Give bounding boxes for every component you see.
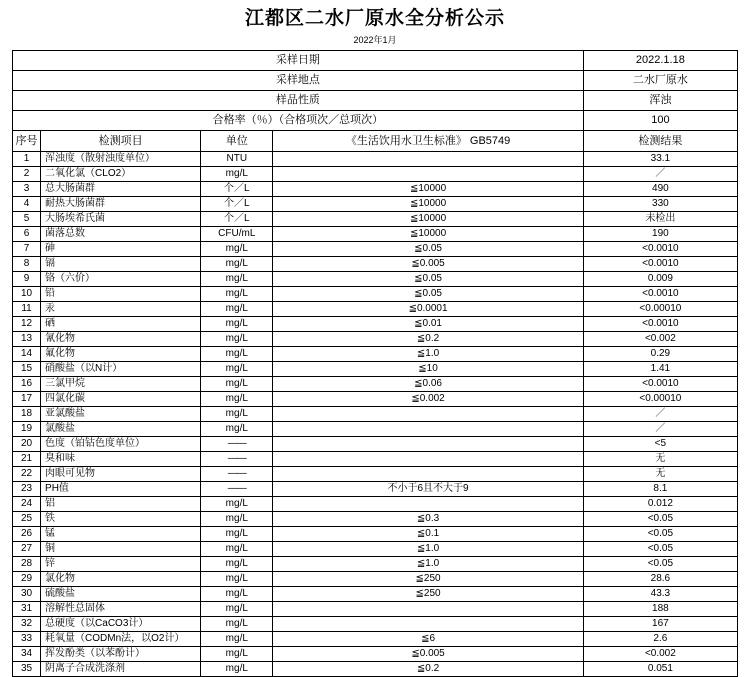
cell-index: 29 [13,571,41,586]
column-header-item: 检测项目 [41,130,201,151]
table-row [13,391,738,406]
table-row [13,616,738,631]
cell-unit: mg/L [201,316,273,331]
cell-item: 铬（六价） [41,271,201,286]
cell-result: 43.3 [583,586,737,601]
table-row [13,601,738,616]
cell-result: 167 [583,616,737,631]
table-row [13,466,738,481]
cell-item: 砷 [41,241,201,256]
summary-label: 采样日期 [13,50,584,70]
cell-result: ／ [583,166,737,181]
cell-result: <0.05 [583,511,737,526]
cell-index: 13 [13,331,41,346]
table-row [13,556,738,571]
page-title: 江都区二水厂原水全分析公示 [244,8,505,29]
cell-result: 无 [583,466,737,481]
cell-result: <0.002 [583,646,737,661]
cell-result: 无 [583,451,737,466]
summary-value: 浑浊 [583,90,737,110]
cell-unit: —— [201,436,273,451]
cell-standard [273,406,583,421]
cell-item: 硒 [41,316,201,331]
cell-standard: ≦10000 [273,211,583,226]
table-row [13,301,738,316]
cell-standard: ≦0.3 [273,511,583,526]
cell-standard: ≦0.05 [273,271,583,286]
cell-unit: mg/L [201,601,273,616]
cell-standard: ≦10000 [273,181,583,196]
cell-standard: ≦0.1 [273,526,583,541]
cell-result: 1.41 [583,361,737,376]
cell-item: PH值 [41,481,201,496]
table-row [13,110,738,130]
cell-unit: mg/L [201,616,273,631]
cell-index: 9 [13,271,41,286]
cell-item: 菌落总数 [41,226,201,241]
cell-unit: mg/L [201,271,273,286]
cell-unit: mg/L [201,661,273,676]
summary-body [13,50,738,676]
cell-item: 铜 [41,541,201,556]
cell-unit: mg/L [201,331,273,346]
table-row [13,541,738,556]
cell-result: <0.002 [583,331,737,346]
cell-standard: ≦0.002 [273,391,583,406]
table-row [13,631,738,646]
table-row [13,661,738,676]
cell-index: 16 [13,376,41,391]
cell-result: <0.0010 [583,256,737,271]
cell-item: 大肠埃希氏菌 [41,211,201,226]
cell-standard: ≦10000 [273,196,583,211]
cell-result: 未检出 [583,211,737,226]
column-header-standard: 《生活饮用水卫生标准》 GB5749 [273,130,583,151]
cell-unit: 个／L [201,211,273,226]
cell-result: <0.0010 [583,316,737,331]
cell-unit: 个／L [201,181,273,196]
cell-item: 亚氯酸盐 [41,406,201,421]
cell-result: <0.0010 [583,241,737,256]
cell-standard: ≦10000 [273,226,583,241]
cell-standard [273,151,583,166]
cell-index: 35 [13,661,41,676]
cell-item: 三氯甲烷 [41,376,201,391]
cell-index: 31 [13,601,41,616]
cell-index: 18 [13,406,41,421]
cell-index: 19 [13,421,41,436]
cell-item: 肉眼可见物 [41,466,201,481]
cell-result: <0.05 [583,541,737,556]
cell-standard [273,166,583,181]
cell-unit: mg/L [201,631,273,646]
cell-unit: NTU [201,151,273,166]
cell-index: 15 [13,361,41,376]
cell-result: ／ [583,406,737,421]
cell-item: 挥发酚类（以苯酚计） [41,646,201,661]
cell-unit: mg/L [201,301,273,316]
cell-unit: mg/L [201,256,273,271]
table-row [13,181,738,196]
table-row [13,406,738,421]
table-row [13,496,738,511]
table-row [13,586,738,601]
cell-standard: ≦6 [273,631,583,646]
cell-result: 8.1 [583,481,737,496]
cell-unit: mg/L [201,526,273,541]
cell-item: 硝酸盐（以N计） [41,361,201,376]
cell-index: 32 [13,616,41,631]
cell-item: 溶解性总固体 [41,601,201,616]
cell-index: 4 [13,196,41,211]
cell-item: 氯化物 [41,571,201,586]
cell-standard: ≦0.01 [273,316,583,331]
cell-index: 20 [13,436,41,451]
table-row [13,256,738,271]
summary-label: 样品性质 [13,90,584,110]
cell-index: 2 [13,166,41,181]
cell-unit: CFU/mL [201,226,273,241]
cell-standard: ≦10 [273,361,583,376]
cell-index: 26 [13,526,41,541]
table-row [13,646,738,661]
table-row [13,361,738,376]
cell-index: 33 [13,631,41,646]
summary-label: 合格率（％）（合格项次／总项次） [13,110,584,130]
cell-unit: mg/L [201,556,273,571]
cell-standard [273,601,583,616]
cell-unit: mg/L [201,421,273,436]
cell-item: 总大肠菌群 [41,181,201,196]
cell-result: <0.0010 [583,376,737,391]
cell-unit: mg/L [201,511,273,526]
table-row [13,451,738,466]
table-row [13,436,738,451]
cell-item: 阴离子合成洗涤剂 [41,661,201,676]
table-row [13,226,738,241]
cell-index: 24 [13,496,41,511]
cell-standard [273,421,583,436]
table-row [13,50,738,70]
table-row [13,271,738,286]
cell-result: 330 [583,196,737,211]
cell-item: 氰化物 [41,331,201,346]
table-row [13,316,738,331]
cell-unit: mg/L [201,346,273,361]
cell-unit: mg/L [201,646,273,661]
cell-standard: ≦1.0 [273,556,583,571]
cell-unit: mg/L [201,361,273,376]
summary-table [12,50,738,677]
cell-item: 铅 [41,286,201,301]
table-row [13,286,738,301]
cell-standard: ≦0.005 [273,256,583,271]
cell-unit: mg/L [201,496,273,511]
table-row [13,331,738,346]
cell-unit: mg/L [201,241,273,256]
cell-standard [273,466,583,481]
cell-unit: —— [201,466,273,481]
cell-item: 二氧化氯（CLO2） [41,166,201,181]
cell-index: 3 [13,181,41,196]
table-row [13,196,738,211]
cell-result: <0.00010 [583,301,737,316]
cell-standard: ≦0.06 [273,376,583,391]
cell-result: 2.6 [583,631,737,646]
cell-item: 锰 [41,526,201,541]
table-row [13,526,738,541]
cell-index: 7 [13,241,41,256]
cell-item: 耗氧量（CODMn法，以O2计） [41,631,201,646]
table-row [13,511,738,526]
cell-index: 21 [13,451,41,466]
cell-standard [273,436,583,451]
table-row [13,166,738,181]
cell-unit: mg/L [201,571,273,586]
cell-index: 6 [13,226,41,241]
cell-standard: ≦1.0 [273,541,583,556]
cell-standard: ≦1.0 [273,346,583,361]
cell-standard: 不小于6且不大于9 [273,481,583,496]
cell-standard: ≦0.2 [273,661,583,676]
cell-standard [273,616,583,631]
table-row [13,151,738,166]
table-row [13,571,738,586]
cell-result: 28.6 [583,571,737,586]
cell-item: 臭和味 [41,451,201,466]
cell-index: 12 [13,316,41,331]
cell-unit: mg/L [201,391,273,406]
cell-index: 1 [13,151,41,166]
cell-index: 23 [13,481,41,496]
summary-value: 100 [583,110,737,130]
cell-index: 27 [13,541,41,556]
cell-result: 490 [583,181,737,196]
cell-result: 0.29 [583,346,737,361]
cell-standard: ≦0.05 [273,241,583,256]
cell-unit: —— [201,451,273,466]
column-header-index: 序号 [13,130,41,151]
cell-index: 8 [13,256,41,271]
cell-result: <0.0010 [583,286,737,301]
cell-result: 188 [583,601,737,616]
table-row [13,90,738,110]
cell-result: <0.05 [583,526,737,541]
page-subtitle: 2022年1月 [353,34,397,45]
cell-item: 氯酸盐 [41,421,201,436]
table-row [13,346,738,361]
cell-standard: ≦0.005 [273,646,583,661]
cell-unit: —— [201,481,273,496]
cell-index: 11 [13,301,41,316]
cell-index: 14 [13,346,41,361]
cell-item: 氟化物 [41,346,201,361]
table-header-row [13,130,738,151]
cell-unit: mg/L [201,286,273,301]
table-row [13,481,738,496]
cell-item: 锌 [41,556,201,571]
cell-index: 28 [13,556,41,571]
table-row [13,376,738,391]
cell-unit: mg/L [201,376,273,391]
table-row [13,421,738,436]
cell-unit: mg/L [201,406,273,421]
cell-item: 铝 [41,496,201,511]
cell-result: 0.012 [583,496,737,511]
cell-index: 5 [13,211,41,226]
cell-result: ／ [583,421,737,436]
column-header-unit: 单位 [201,130,273,151]
table-row [13,241,738,256]
cell-index: 34 [13,646,41,661]
cell-item: 总硬度（以CaCO3计） [41,616,201,631]
cell-unit: mg/L [201,541,273,556]
column-header-result: 检测结果 [583,130,737,151]
cell-index: 22 [13,466,41,481]
summary-value: 2022.1.18 [583,50,737,70]
cell-index: 30 [13,586,41,601]
cell-unit: mg/L [201,166,273,181]
summary-label: 采样地点 [13,70,584,90]
cell-item: 镉 [41,256,201,271]
table-row [13,70,738,90]
cell-result: 190 [583,226,737,241]
cell-item: 浑浊度（散射浊度单位） [41,151,201,166]
cell-result: <0.00010 [583,391,737,406]
cell-standard [273,451,583,466]
cell-index: 10 [13,286,41,301]
cell-item: 色度（铂钴色度单位） [41,436,201,451]
cell-item: 硫酸盐 [41,586,201,601]
cell-standard: ≦250 [273,586,583,601]
cell-unit: mg/L [201,586,273,601]
cell-result: <0.05 [583,556,737,571]
cell-item: 耐热大肠菌群 [41,196,201,211]
cell-unit: 个／L [201,196,273,211]
cell-item: 汞 [41,301,201,316]
cell-index: 25 [13,511,41,526]
cell-item: 铁 [41,511,201,526]
cell-result: 33.1 [583,151,737,166]
cell-index: 17 [13,391,41,406]
summary-value: 二水厂原水 [583,70,737,90]
cell-standard: ≦0.0001 [273,301,583,316]
cell-standard [273,496,583,511]
cell-standard: ≦0.05 [273,286,583,301]
table-row [13,211,738,226]
cell-result: 0.009 [583,271,737,286]
cell-result: 0.051 [583,661,737,676]
cell-item: 四氯化碳 [41,391,201,406]
cell-standard: ≦250 [273,571,583,586]
cell-result: <5 [583,436,737,451]
cell-standard: ≦0.2 [273,331,583,346]
